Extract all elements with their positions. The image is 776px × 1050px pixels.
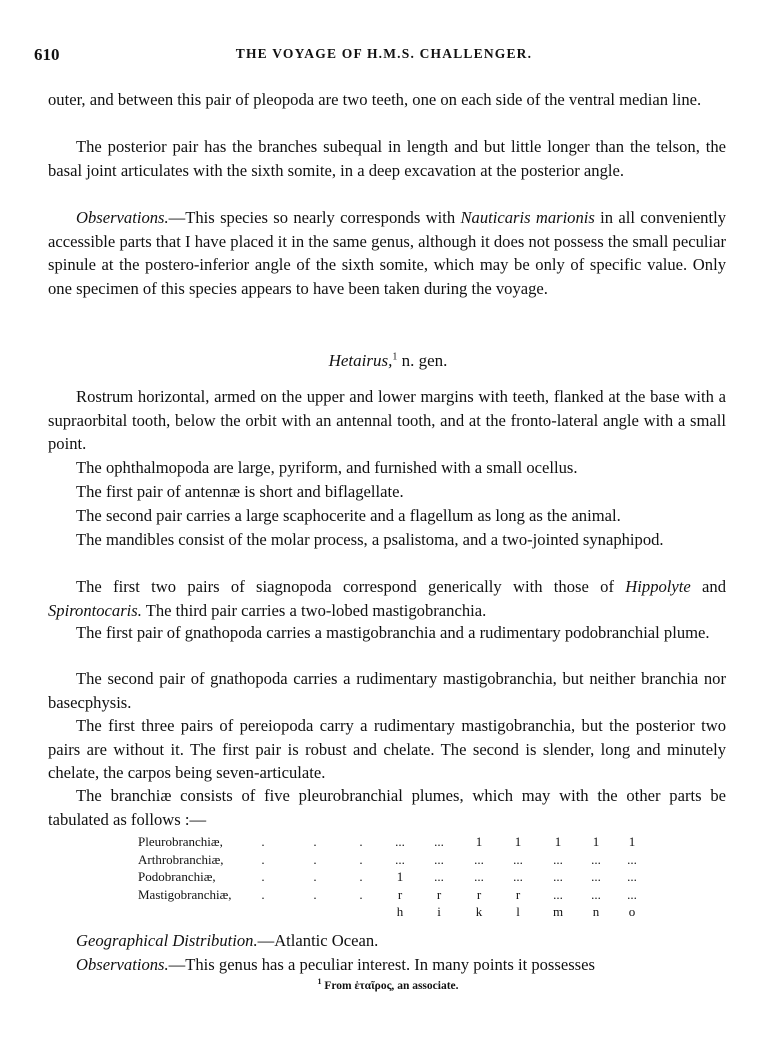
paragraph-posterior-pair: The posterior pair has the branches subequal in length and but little longer than the telson, the basal joint articulates with the sixth somite, in a deep excavation at the posterior angle. (48, 137, 726, 180)
table-cell: 1 (396, 869, 404, 884)
table-cell: . (313, 851, 317, 867)
table-cell: . (261, 886, 265, 902)
table-cell: 1 (475, 834, 483, 849)
description-first-gnathopoda: The first pair of gnathopoda carries a mastigobranchia and a rudimentary podobranchial plume. (76, 623, 710, 642)
table-cell: 1 (554, 834, 562, 849)
species-name: Nauticaris marionis (460, 208, 595, 227)
table-cell: . (359, 834, 363, 849)
siagnopoda-text-a: The first two pairs of siagnopoda correspond generically with those of (76, 577, 626, 596)
table-cell: ... (434, 834, 444, 849)
table-cell: ... (591, 851, 601, 867)
table-cell: 1 (628, 834, 636, 849)
table-cell: r (436, 886, 442, 902)
description-mandibles: The mandibles consist of the molar process, a psalistoma, and a two-jointed synaphipod. (76, 530, 664, 549)
table-cell: ... (591, 886, 601, 902)
description-first-antennae: The first pair of antennæ is short and biflagellate. (76, 482, 404, 501)
table-cell: ... (627, 869, 637, 884)
row-label: Pleurobranchiæ, (138, 834, 223, 849)
footnote-mark: 1 (317, 977, 322, 986)
column-letter: l (516, 904, 520, 919)
table-cell: . (313, 834, 317, 849)
table-cell: ... (434, 851, 444, 867)
siagnopoda-text-b: The third pair carries a two-lobed mastigobranchia. (141, 600, 487, 620)
table-cell: ... (553, 851, 563, 867)
genus-name: Hetairus, (328, 351, 393, 370)
closing-obs-label: Observations. (76, 955, 169, 974)
table-cell: r (476, 886, 482, 902)
observations-dash: —This species so nearly corresponds with (168, 208, 461, 227)
table-cell: ... (627, 851, 637, 867)
geographical-distribution (48, 929, 726, 953)
table-cell: . (359, 869, 363, 884)
footnote (0, 977, 776, 992)
table-cell: ... (474, 869, 484, 884)
footnote-greek: ἑταῖρος, (354, 979, 395, 992)
table-cell: . (261, 851, 265, 867)
page-number: 610 (34, 45, 60, 64)
table-cell: ... (553, 886, 563, 902)
description-second-gnathopoda: The second pair of gnathopoda carries a rudimentary mastigobranchia, but neither branchia nor basecphysis. (48, 669, 726, 712)
observations-label: Observations. (76, 208, 169, 227)
row-label: Podobranchiæ, (138, 869, 216, 884)
geo-text: —Atlantic Ocean. (257, 931, 379, 950)
column-letter: h (396, 904, 404, 919)
table-cell: ... (474, 851, 484, 867)
closing-observations (48, 953, 726, 977)
paragraph-observations (48, 206, 726, 300)
description-second-antennae: The second pair carries a large scaphocerite and a flagellum as long as the animal. (76, 506, 621, 525)
closing-obs-text: —This genus has a peculiar interest. In many points it possesses (168, 955, 595, 974)
table-cell: . (359, 851, 363, 867)
column-letter: i (437, 904, 441, 919)
genus-suffix: n. gen. (397, 351, 448, 370)
genus-heading (0, 351, 776, 371)
column-letter: k (475, 904, 483, 919)
table-cell: . (261, 834, 265, 849)
table-cell: . (261, 869, 265, 884)
geo-label: Geographical Distribution. (76, 931, 258, 950)
page-header (34, 45, 734, 69)
table-cell: ... (513, 869, 523, 884)
table-cell: r (515, 886, 521, 902)
observations-text: in all conveniently accessible parts that I have placed it in the same genus, although it does not possess the small peculiar spinule at the postero-inferior angle of the sixth somite, which may be only of specific value. Only one specimen of this species appears to have been taken during the voyage. (48, 208, 726, 298)
description-pereiopoda: The first three pairs of pereiopoda carry a rudimentary mastigobranchia, but the posterior two pairs are without it. The first pair is robust and chelate. The second is slender, long and minutely chelate, the carpos being seven-articulate. (48, 716, 726, 783)
table-cell: ... (395, 851, 405, 867)
table-cell: . (313, 869, 317, 884)
footnote-text-b: an associate. (394, 979, 459, 992)
description-branchiae: The branchiæ consists of five pleurobranchial plumes, which may with the other parts be tabulated as follows :— (48, 786, 726, 829)
table-cell: ... (395, 834, 405, 849)
description-rostrum: Rostrum horizontal, armed on the upper and lower margins with teeth, flanked at the base with a supraorbital tooth, below the orbit with an antennal tooth, and at the fronto-lateral angle with a small point. (48, 387, 726, 454)
column-letter: m (552, 904, 564, 919)
table-cell: r (397, 886, 403, 902)
paragraph-continuation: outer, and between this pair of pleopoda are two teeth, one on each side of the ventral median line. (48, 90, 702, 109)
table-cell: ... (627, 886, 637, 902)
genus-spirontocaris: Spirontocaris. (48, 600, 142, 620)
genus-hippolyte: Hippolyte (625, 577, 691, 596)
table-cell: . (313, 886, 317, 902)
siagnopoda-and: and (690, 577, 727, 596)
running-title: THE VOYAGE OF H.M.S. CHALLENGER. (235, 46, 533, 61)
table-cell: ... (513, 851, 523, 867)
description-ophthalmopoda: The ophthalmopoda are large, pyriform, and furnished with a small ocellus. (76, 458, 578, 477)
footnote-text-a: From (321, 979, 355, 992)
row-label: Arthrobranchiæ, (138, 851, 224, 867)
description-siagnopoda (48, 575, 726, 622)
table-cell: 1 (592, 834, 600, 849)
column-letter: o (628, 904, 636, 919)
column-letter: n (592, 904, 600, 919)
table-cell: . (359, 886, 363, 902)
table-cell: ... (591, 869, 601, 884)
row-label: Mastigobranchiæ, (138, 886, 232, 902)
table-cell: 1 (514, 834, 522, 849)
table-cell: ... (434, 869, 444, 884)
genus-footnote-mark: 1 (392, 351, 398, 363)
table-cell: ... (553, 869, 563, 884)
